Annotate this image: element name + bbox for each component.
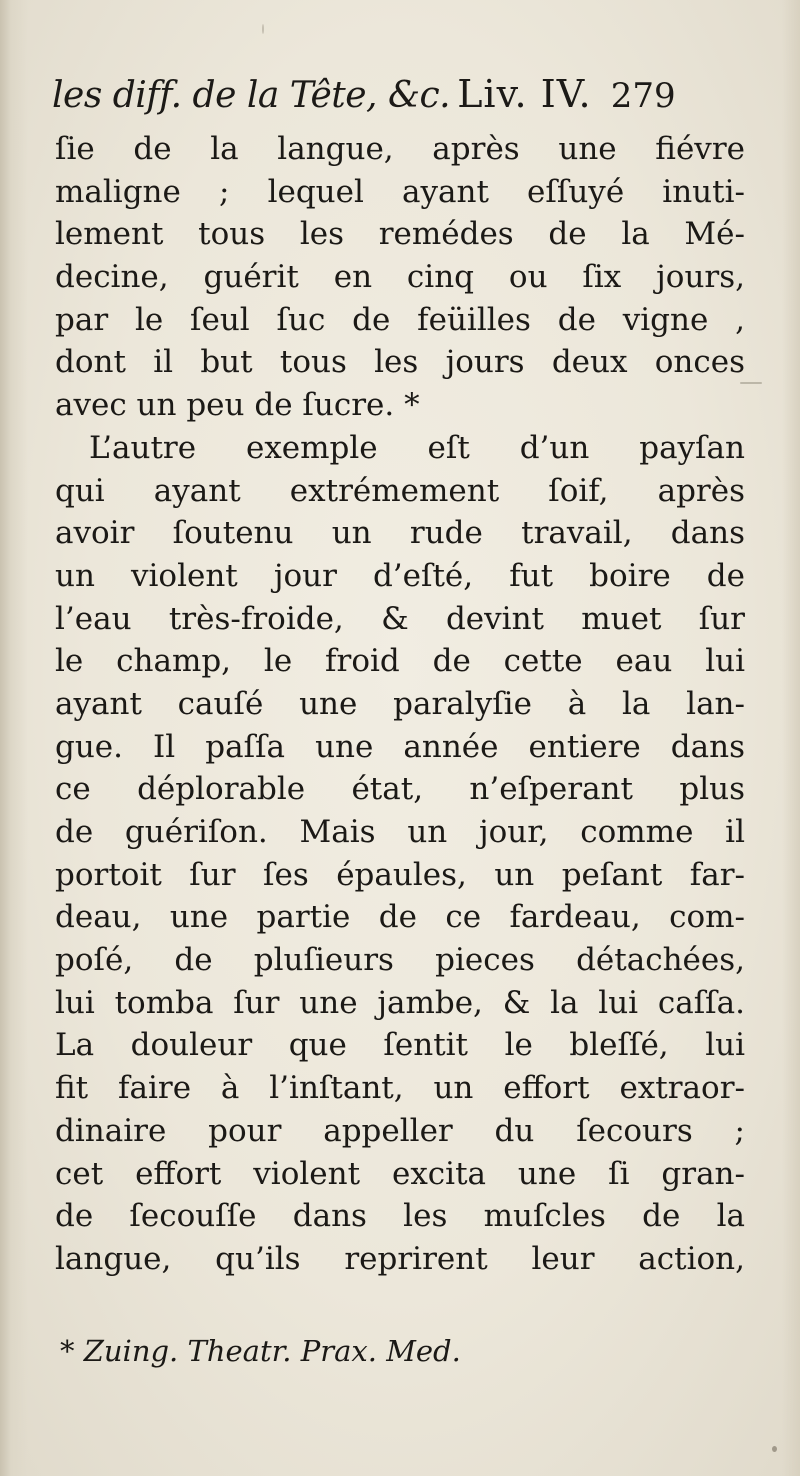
text-line: ayant cauſé une paralyſie à la lan- bbox=[55, 685, 745, 722]
text-line: de ſecouſſe dans les muſcles de la bbox=[55, 1198, 745, 1235]
text-line: le champ, le froid de cette eau lui bbox=[55, 643, 745, 680]
text-line: ce déplorable état, n’eſperant plus bbox=[55, 771, 745, 808]
paper-speck bbox=[772, 1446, 777, 1452]
text-line: lement tous les remédes de la Mé- bbox=[55, 216, 745, 253]
text-line: poſé, de pluſieurs pieces détachées, bbox=[55, 942, 745, 979]
text-line: dont il but tous les jours deux onces bbox=[55, 344, 745, 381]
text-line: gue. Il paſſa une année entiere dans bbox=[55, 728, 745, 765]
text-line: portoit ſur ſes épaules, un peſant far- bbox=[55, 856, 745, 893]
text-line: de guériſon. Mais un jour, comme il bbox=[55, 814, 745, 850]
text-line: cet effort violent excita une ſi gran- bbox=[55, 1155, 745, 1192]
running-head-book: Liv. IV. bbox=[457, 72, 592, 116]
text-line: decine, guérit en cinq ou ſix jours, bbox=[55, 259, 745, 296]
paragraph-first-line: L’autre exemple eſt d’un payſan bbox=[89, 429, 745, 466]
text-line: par le ſeul ſuc de feüilles de vigne , bbox=[55, 301, 745, 338]
page-binding-shadow bbox=[0, 0, 28, 1476]
footnote: * Zuing. Theatr. Prax. Med. bbox=[60, 1334, 461, 1368]
text-line: lui tomba ſur une jambe, & la lui caſſa. bbox=[55, 984, 745, 1021]
page-edge-shadow bbox=[782, 0, 800, 1476]
paper-speck bbox=[740, 382, 762, 384]
text-line: deau, une partie de ce fardeau, com- bbox=[55, 899, 745, 936]
page-number: 279 bbox=[610, 76, 676, 116]
body-text bbox=[55, 128, 745, 1281]
text-line: avoir ſoutenu un rude travail, dans bbox=[55, 515, 745, 552]
paper-speck bbox=[262, 24, 264, 34]
running-head bbox=[52, 72, 782, 122]
text-line: avec un peu de ſucre. * bbox=[55, 387, 420, 424]
text-line: La douleur que ſentit le bleſſé, lui bbox=[55, 1027, 745, 1064]
text-line: langue, qu’ils reprirent leur action, bbox=[55, 1240, 745, 1277]
text-line: dinaire pour appeller du ſecours ; bbox=[55, 1112, 745, 1149]
text-line: l’eau très-froide, & devint muet ſur bbox=[55, 600, 745, 637]
text-line: maligne ; lequel ayant eſſuyé inuti- bbox=[55, 173, 745, 210]
text-line: fit faire à l’inſtant, un effort extraor- bbox=[55, 1070, 745, 1107]
text-line: un violent jour d’eſté, fut boire de bbox=[55, 557, 745, 594]
text-line: qui ayant extrémement ſoif, après bbox=[55, 472, 745, 509]
running-head-title: les diff. de la Tête, &c. bbox=[52, 75, 451, 116]
text-line: ſie de la langue, après une fiévre bbox=[55, 131, 745, 167]
